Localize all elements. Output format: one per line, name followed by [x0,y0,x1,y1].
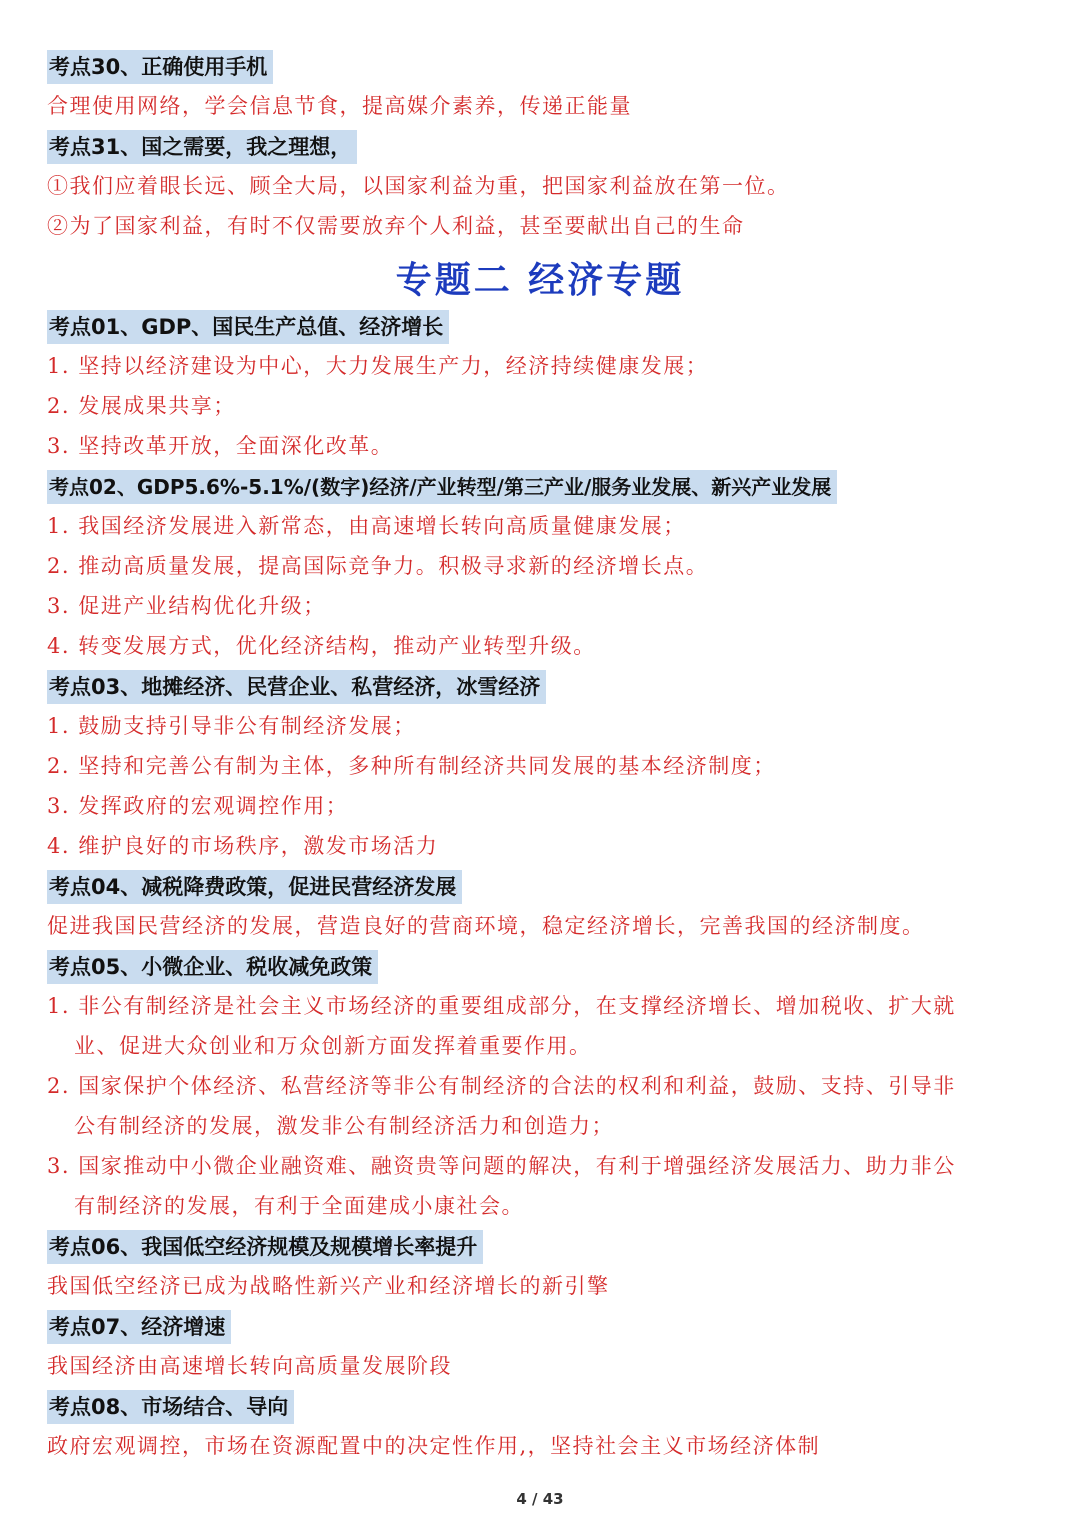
section-heading-30: 考点30、正确使用手机 [47,50,273,84]
section-08-text: 政府宏观调控，市场在资源配置中的决定性作用,，坚持社会主义市场经济体制 [47,1434,821,1458]
topic-title: 专题二 经济专题 [395,259,685,301]
section-03-item-4: 4. 维护良好的市场秩序，激发市场活力 [47,834,439,858]
section-heading-05: 考点05、小微企业、税收减免政策 [47,950,378,984]
section-heading-01: 考点01、GDP、国民生产总值、经济增长 [47,310,449,344]
section-02-item-4: 4. 转变发展方式，优化经济结构，推动产业转型升级。 [47,634,596,658]
section-05-item-1-cont: 业、促进大众创业和万众创新方面发挥着重要作用。 [74,1034,592,1058]
section-06-text: 我国低空经济已成为战略性新兴产业和经济增长的新引擎 [47,1274,610,1298]
section-02-item-3: 3. 促进产业结构优化升级； [47,594,326,618]
section-02-item-1: 1. 我国经济发展进入新常态，由高速增长转向高质量健康发展； [47,514,686,538]
section-heading-08: 考点08、市场结合、导向 [47,1390,294,1424]
section-05-item-3: 3. 国家推动中小微企业融资难、融资贵等问题的解决，有利于增强经济发展活力、助力非公 [47,1154,956,1178]
section-02-item-2: 2. 推动高质量发展，提高国际竞争力。积极寻求新的经济增长点。 [47,554,709,578]
section-heading-06: 考点06、我国低空经济规模及规模增长率提升 [47,1230,483,1264]
page-number: 4 / 43 [516,1490,564,1508]
section-heading-02: 考点02、GDP5.6%-5.1%/(数字)经济/产业转型/第三产业/服务业发展、新兴产业发展 [47,470,837,504]
section-heading-31: 考点31、国之需要，我之理想， [47,130,357,164]
section-01-item-2: 2. 发展成果共享； [47,394,236,418]
section-31-item-2: ②为了国家利益，有时不仅需要放弃个人利益，甚至要献出自己的生命 [47,214,745,238]
section-05-item-3-cont: 有制经济的发展，有利于全面建成小康社会。 [74,1194,524,1218]
section-04-text: 促进我国民营经济的发展，营造良好的营商环境，稳定经济增长，完善我国的经济制度。 [47,914,925,938]
section-03-item-1: 1. 鼓励支持引导非公有制经济发展； [47,714,416,738]
section-05-item-1: 1. 非公有制经济是社会主义市场经济的重要组成部分，在支撑经济增长、增加税收、扩大就 [47,994,956,1018]
section-31-item-1: ①我们应着眼长远、顾全大局，以国家利益为重，把国家利益放在第一位。 [47,174,790,198]
section-heading-03: 考点03、地摊经济、民营企业、私营经济，冰雪经济 [47,670,546,704]
section-03-item-2: 2. 坚持和完善公有制为主体，多种所有制经济共同发展的基本经济制度； [47,754,776,778]
section-03-item-3: 3. 发挥政府的宏观调控作用； [47,794,349,818]
section-07-text: 我国经济由高速增长转向高质量发展阶段 [47,1354,452,1378]
section-05-item-2-cont: 公有制经济的发展，激发非公有制经济活力和创造力； [74,1114,614,1138]
section-30-text: 合理使用网络，学会信息节食，提高媒介素养，传递正能量 [47,94,632,118]
section-05-item-2: 2. 国家保护个体经济、私营经济等非公有制经济的合法的权利和利益，鼓励、支持、引导非 [47,1074,956,1098]
section-heading-04: 考点04、减税降费政策，促进民营经济发展 [47,870,462,904]
section-01-item-1: 1. 坚持以经济建设为中心，大力发展生产力，经济持续健康发展； [47,354,709,378]
section-01-item-3: 3. 坚持改革开放，全面深化改革。 [47,434,394,458]
section-heading-07: 考点07、经济增速 [47,1310,231,1344]
